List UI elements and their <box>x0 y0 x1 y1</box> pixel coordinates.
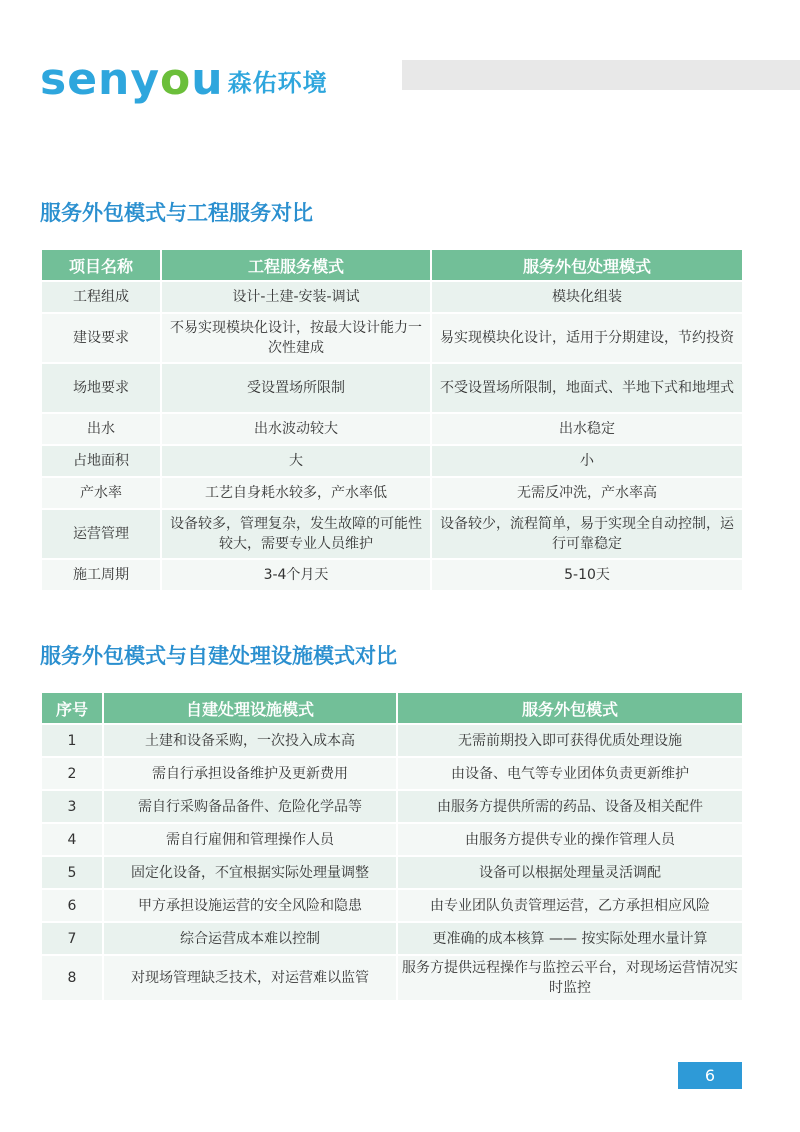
table-cell: 由设备、电气等专业团体负责更新维护 <box>397 757 743 790</box>
table-row <box>41 477 743 509</box>
table-row <box>41 823 743 856</box>
table-cell: 服务方提供远程操作与监控云平台，对现场运营情况实时监控 <box>397 955 743 1001</box>
table-cell: 工程组成 <box>41 281 161 313</box>
table-cell: 更准确的成本核算 —— 按实际处理水量计算 <box>397 922 743 955</box>
column-header: 服务外包模式 <box>397 692 743 724</box>
table-row <box>41 922 743 955</box>
table-row <box>41 955 743 1001</box>
column-header: 序号 <box>41 692 103 724</box>
table-cell: 由专业团队负责管理运营，乙方承担相应风险 <box>397 889 743 922</box>
table-cell: 不易实现模块化设计，按最大设计能力一次性建成 <box>161 313 431 363</box>
table-row <box>41 757 743 790</box>
table-cell: 出水稳定 <box>431 413 743 445</box>
table-cell: 运营管理 <box>41 509 161 559</box>
table-cell: 设备较多，管理复杂，发生故障的可能性较大，需要专业人员维护 <box>161 509 431 559</box>
table-cell: 需自行雇佣和管理操作人员 <box>103 823 397 856</box>
table-header-row <box>41 249 743 281</box>
section-title-engineering: 服务外包模式与工程服务对比 <box>40 201 313 225</box>
table-cell: 设备较少，流程简单，易于实现全自动控制，运行可靠稳定 <box>431 509 743 559</box>
table-cell: 2 <box>41 757 103 790</box>
table-row <box>41 363 743 413</box>
column-header: 项目名称 <box>41 249 161 281</box>
table-cell: 产水率 <box>41 477 161 509</box>
table-cell: 需自行采购备品备件、危险化学品等 <box>103 790 397 823</box>
table-cell: 工艺自身耗水较多，产水率低 <box>161 477 431 509</box>
table-cell: 出水波动较大 <box>161 413 431 445</box>
table-cell: 场地要求 <box>41 363 161 413</box>
table-row <box>41 790 743 823</box>
table-cell: 8 <box>41 955 103 1001</box>
table-cell: 3 <box>41 790 103 823</box>
table-cell: 固定化设备，不宜根据实际处理量调整 <box>103 856 397 889</box>
table-cell: 3-4个月天 <box>161 559 431 591</box>
page-number: 6 <box>678 1062 742 1089</box>
table-cell: 6 <box>41 889 103 922</box>
table-cell: 需自行承担设备维护及更新费用 <box>103 757 397 790</box>
table-cell: 模块化组装 <box>431 281 743 313</box>
table-cell: 土建和设备采购，一次投入成本高 <box>103 724 397 757</box>
table-cell: 对现场管理缺乏技术，对运营难以监管 <box>103 955 397 1001</box>
table-cell: 大 <box>161 445 431 477</box>
table-cell: 设备可以根据处理量灵活调配 <box>397 856 743 889</box>
table-cell: 无需反冲洗，产水率高 <box>431 477 743 509</box>
section-title-self-built: 服务外包模式与自建处理设施模式对比 <box>40 644 397 668</box>
comparison-table-self-built <box>40 691 744 1002</box>
table-row <box>41 281 743 313</box>
table-header-row <box>41 692 743 724</box>
table-cell: 建设要求 <box>41 313 161 363</box>
table-cell: 出水 <box>41 413 161 445</box>
logo-wordmark: senyou <box>40 54 224 105</box>
table-row <box>41 856 743 889</box>
table-cell: 由服务方提供专业的操作管理人员 <box>397 823 743 856</box>
table-cell: 4 <box>41 823 103 856</box>
table-cell: 由服务方提供所需的药品、设备及相关配件 <box>397 790 743 823</box>
header-bar <box>402 60 800 90</box>
logo-chinese-name: 森佑环境 <box>227 68 328 97</box>
table-cell: 无需前期投入即可获得优质处理设施 <box>397 724 743 757</box>
table-row <box>41 313 743 363</box>
table-row <box>41 889 743 922</box>
table-cell: 甲方承担设施运营的安全风险和隐患 <box>103 889 397 922</box>
company-logo <box>40 52 328 108</box>
table-cell: 小 <box>431 445 743 477</box>
table-cell: 受设置场所限制 <box>161 363 431 413</box>
table-row <box>41 413 743 445</box>
table-cell: 设计-土建-安装-调试 <box>161 281 431 313</box>
table-cell: 占地面积 <box>41 445 161 477</box>
column-header: 自建处理设施模式 <box>103 692 397 724</box>
table-cell: 5-10天 <box>431 559 743 591</box>
comparison-table-engineering <box>40 248 744 592</box>
table-row <box>41 445 743 477</box>
column-header: 服务外包处理模式 <box>431 249 743 281</box>
table-cell: 5 <box>41 856 103 889</box>
table-cell: 不受设置场所限制，地面式、半地下式和地埋式 <box>431 363 743 413</box>
table-cell: 7 <box>41 922 103 955</box>
table-cell: 综合运营成本难以控制 <box>103 922 397 955</box>
table-cell: 1 <box>41 724 103 757</box>
table-row <box>41 724 743 757</box>
table-cell: 易实现模块化设计，适用于分期建设，节约投资 <box>431 313 743 363</box>
table-row <box>41 559 743 591</box>
table-row <box>41 509 743 559</box>
table-cell: 施工周期 <box>41 559 161 591</box>
column-header: 工程服务模式 <box>161 249 431 281</box>
